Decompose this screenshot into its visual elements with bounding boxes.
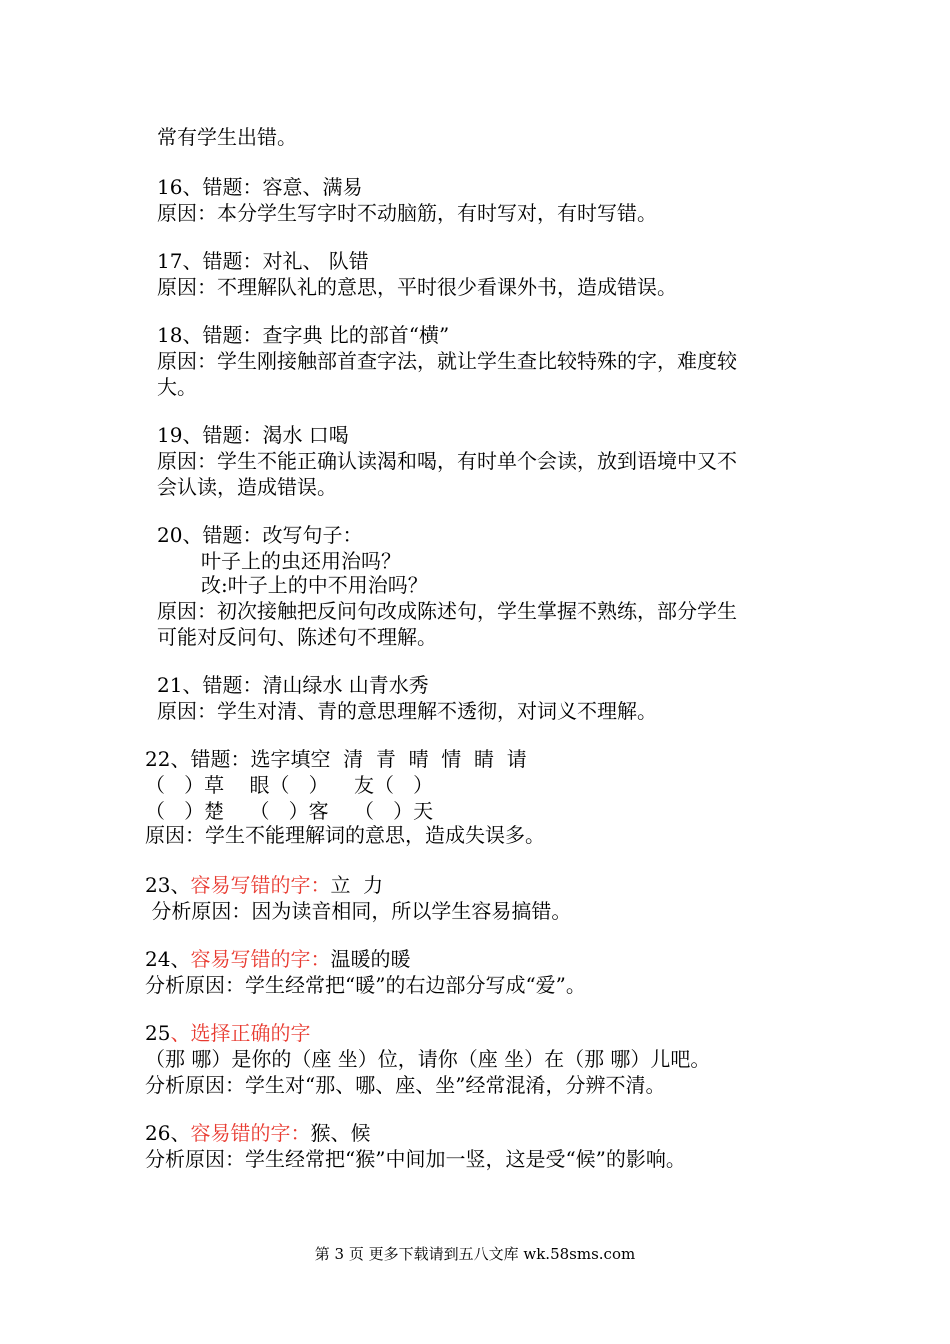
item-18-reason-line-2: 大。 (157, 375, 197, 399)
item-25-reason: 分析原因：学生对“那、哪、座、坐”经常混淆，分辨不清。 (145, 1073, 666, 1097)
item-24-number: 24、 (145, 947, 191, 971)
item-22-label: 22、错题：选字填空 清 青 晴 情 睛 请 (145, 747, 527, 771)
item-20-reason-line-2: 可能对反问句、陈述句不理解。 (157, 625, 437, 649)
item-25-label (145, 1020, 310, 1046)
item-25-sentence: （那 哪）是你的（座 坐）位，请你（座 坐）在（那 哪）儿吧。 (145, 1047, 711, 1071)
item-16-label: 16、错题：容意、满易 (157, 175, 363, 199)
item-19-label: 19、错题：渴水 口喝 (157, 423, 349, 447)
item-22-reason: 原因：学生不能理解词的意思，造成失误多。 (145, 823, 545, 847)
item-21-label: 21、错题：清山绿水 山青水秀 (157, 673, 429, 697)
item-21-reason: 原因：学生对清、青的意思理解不透彻，对词义不理解。 (157, 699, 657, 723)
item-23-tag: 容易写错的字： (190, 873, 331, 897)
item-26-chars: 猴、候 (310, 1121, 371, 1145)
item-26-number: 26、 (145, 1121, 191, 1145)
item-23-reason: 分析原因：因为读音相同，所以学生容易搞错。 (145, 899, 572, 923)
item-19-reason-line-1: 原因：学生不能正确认读渴和喝，有时单个会读，放到语境中又不 (157, 449, 737, 473)
item-26-reason: 分析原因：学生经常把“猴”中间加一竖，这是受“候”的影响。 (145, 1147, 686, 1171)
item-25-number: 25 (145, 1021, 171, 1045)
item-26-label (145, 1120, 370, 1146)
item-24-reason: 分析原因：学生经常把“暖”的右边部分写成“爱”。 (145, 973, 586, 997)
item-20-sentence: 叶子上的虫还用治吗？ (201, 549, 401, 573)
item-24-label (145, 946, 410, 972)
item-16-reason: 原因：本分学生写字时不动脑筋，有时写对，有时写错。 (157, 201, 657, 225)
item-26-tag: 容易错的字： (190, 1121, 311, 1145)
item-23-number: 23、 (145, 873, 191, 897)
item-24-chars: 温暖的暖 (330, 947, 411, 971)
item-17-reason: 原因：不理解队礼的意思，平时很少看课外书，造成错误。 (157, 275, 677, 299)
item-20-rewrite: 改:叶子上的中不用治吗？ (201, 573, 428, 597)
item-19-reason-line-2: 会认读，造成错误。 (157, 475, 337, 499)
item-20-label: 20、错题：改写句子： (157, 523, 363, 547)
item-23-chars: 立 力 (330, 873, 384, 897)
item-25-tag: 、选择正确的字 (170, 1021, 311, 1045)
item-24-tag: 容易写错的字： (190, 947, 331, 971)
item-22-blank-row-1: （ ）草 眼（ ） 友（ ） (145, 773, 434, 797)
item-20-reason-line-1: 原因：初次接触把反问句改成陈述句，学生掌握不熟练，部分学生 (157, 599, 737, 623)
intro-line: 常有学生出错。 (157, 125, 297, 149)
page-footer: 第 3 页 更多下载请到五八文库 wk.58sms.com (314, 1245, 636, 1263)
item-23-label (145, 872, 383, 898)
item-22-blank-row-2: （ ）楚 （ ）客 （ ）天 (145, 799, 434, 823)
item-18-label: 18、错题：查字典 比的部首“横” (157, 323, 450, 347)
item-18-reason-line-1: 原因：学生刚接触部首查字法，就让学生查比较特殊的字，难度较 (157, 349, 737, 373)
item-17-label: 17、错题：对礼、 队错 (157, 249, 369, 273)
